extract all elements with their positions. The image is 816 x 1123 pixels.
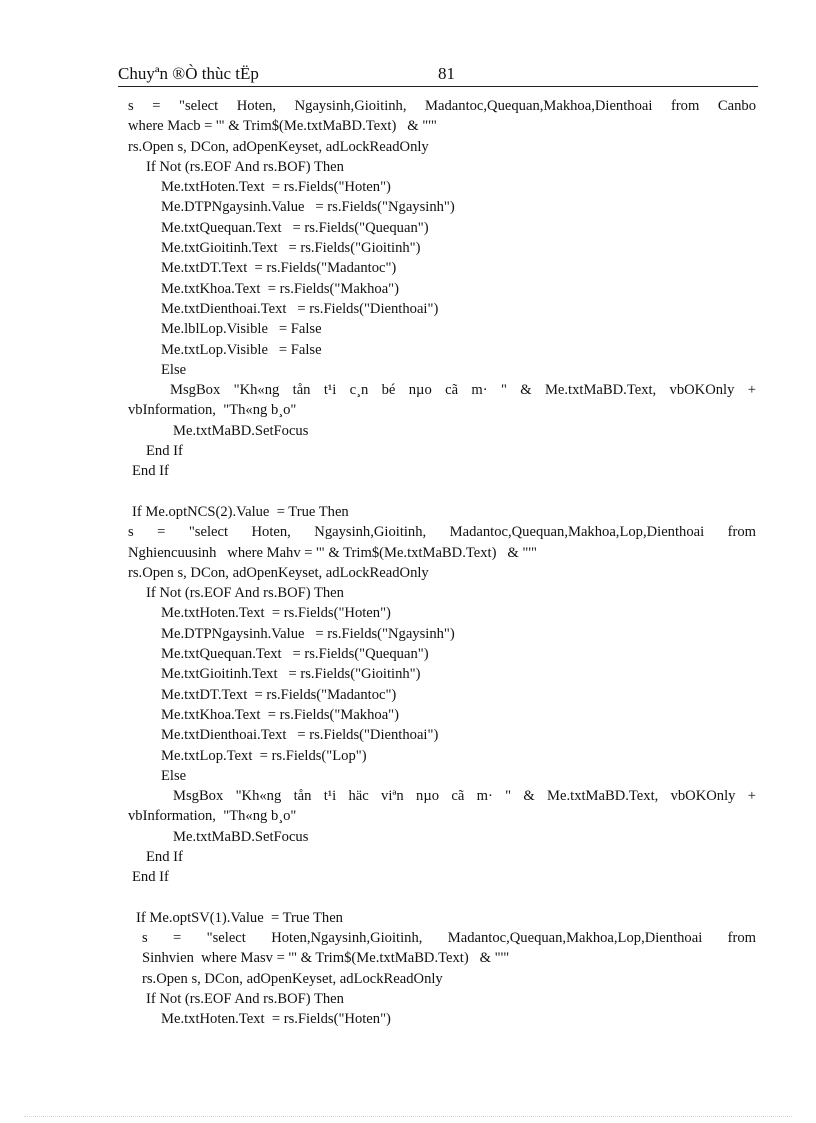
code-line: End If	[146, 443, 183, 460]
code-line: Me.txtMaBD.SetFocus	[173, 828, 309, 845]
code-line: Me.txtLop.Visible = False	[161, 341, 322, 358]
code-line: Me.txtMaBD.SetFocus	[173, 422, 309, 439]
code-line: Me.txtHoten.Text = rs.Fields("Hoten")	[161, 179, 391, 196]
code-line: s = "select Hoten, Ngaysinh,Gioitinh, Madantoc,Quequan,Makhoa,Dienthoai from Canbo	[128, 98, 756, 114]
code-line: rs.Open s, DCon, adOpenKeyset, adLockReadOnly	[142, 970, 443, 987]
code-line: MsgBox "Kh«ng tån t¹i c¸n bé nµo cã m· " & Me.txtMaBD.Text, vbOKOnly +	[170, 382, 756, 399]
page-number: 81	[438, 64, 455, 83]
code-line: where Macb = '" & Trim$(Me.txtMaBD.Text) & "'"	[128, 118, 437, 135]
code-line: vbInformation, "Th«ng b¸o"	[128, 402, 297, 419]
code-line: s = "select Hoten, Ngaysinh,Gioitinh, Madantoc,Quequan,Makhoa,Lop,Dienthoai from	[128, 524, 756, 541]
code-line: MsgBox "Kh«ng tån t¹i häc viªn nµo cã m· " & Me.txtMaBD.Text, vbOKOnly +	[173, 788, 756, 805]
code-line: If Not (rs.EOF And rs.BOF) Then	[146, 585, 344, 602]
code-listing	[128, 96, 756, 1030]
page-bottom-divider	[24, 1116, 792, 1117]
code-line: Me.txtKhoa.Text = rs.Fields("Makhoa")	[161, 706, 399, 723]
header-title: Chuyªn ®Ò thùc tËp	[118, 64, 259, 83]
code-line: Else	[161, 767, 187, 784]
code-line: Me.txtQuequan.Text = rs.Fields("Quequan")	[161, 219, 429, 236]
code-line: If Not (rs.EOF And rs.BOF) Then	[146, 158, 344, 175]
code-line: vbInformation, "Th«ng b¸o"	[128, 808, 297, 825]
code-line: Me.DTPNgaysinh.Value = rs.Fields("Ngaysinh")	[161, 625, 455, 642]
code-line: Me.txtDienthoai.Text = rs.Fields("Dienthoai")	[161, 300, 439, 317]
code-line: Else	[161, 361, 187, 378]
blank-line	[128, 482, 756, 502]
code-line: End If	[132, 869, 169, 886]
code-line: rs.Open s, DCon, adOpenKeyset, adLockReadOnly	[128, 564, 429, 581]
code-line: Me.txtGioitinh.Text = rs.Fields("Gioitinh")	[161, 240, 421, 257]
code-line: Me.lblLop.Visible = False	[161, 321, 322, 338]
code-line: End If	[146, 848, 183, 865]
code-line: Me.txtGioitinh.Text = rs.Fields("Gioitinh")	[161, 666, 421, 683]
page-header	[118, 64, 758, 87]
code-line: If Me.optSV(1).Value = True Then	[136, 909, 343, 926]
code-line: s = "select Hoten,Ngaysinh,Gioitinh, Madantoc,Quequan,Makhoa,Lop,Dienthoai from	[142, 930, 756, 947]
code-line: Me.txtDienthoai.Text = rs.Fields("Dienthoai")	[161, 727, 439, 744]
code-line: Me.txtLop.Text = rs.Fields("Lop")	[161, 747, 367, 764]
code-line: Me.txtHoten.Text = rs.Fields("Hoten")	[161, 1011, 391, 1028]
code-line: Nghiencuusinh where Mahv = '" & Trim$(Me.txtMaBD.Text) & "'"	[128, 544, 537, 561]
code-line: Me.txtDT.Text = rs.Fields("Madantoc")	[161, 686, 397, 703]
code-line: If Not (rs.EOF And rs.BOF) Then	[146, 991, 344, 1008]
blank-line	[128, 888, 756, 908]
code-line: rs.Open s, DCon, adOpenKeyset, adLockReadOnly	[128, 138, 429, 155]
code-line: Me.DTPNgaysinh.Value = rs.Fields("Ngaysinh")	[161, 199, 455, 216]
code-line: Me.txtDT.Text = rs.Fields("Madantoc")	[161, 260, 397, 277]
code-line: Me.txtQuequan.Text = rs.Fields("Quequan")	[161, 646, 429, 663]
code-line: If Me.optNCS(2).Value = True Then	[132, 503, 349, 520]
code-line: End If	[132, 463, 169, 480]
code-line: Me.txtKhoa.Text = rs.Fields("Makhoa")	[161, 280, 399, 297]
code-line: Me.txtHoten.Text = rs.Fields("Hoten")	[161, 605, 391, 622]
code-line: Sinhvien where Masv = '" & Trim$(Me.txtMaBD.Text) & "'"	[142, 950, 510, 967]
